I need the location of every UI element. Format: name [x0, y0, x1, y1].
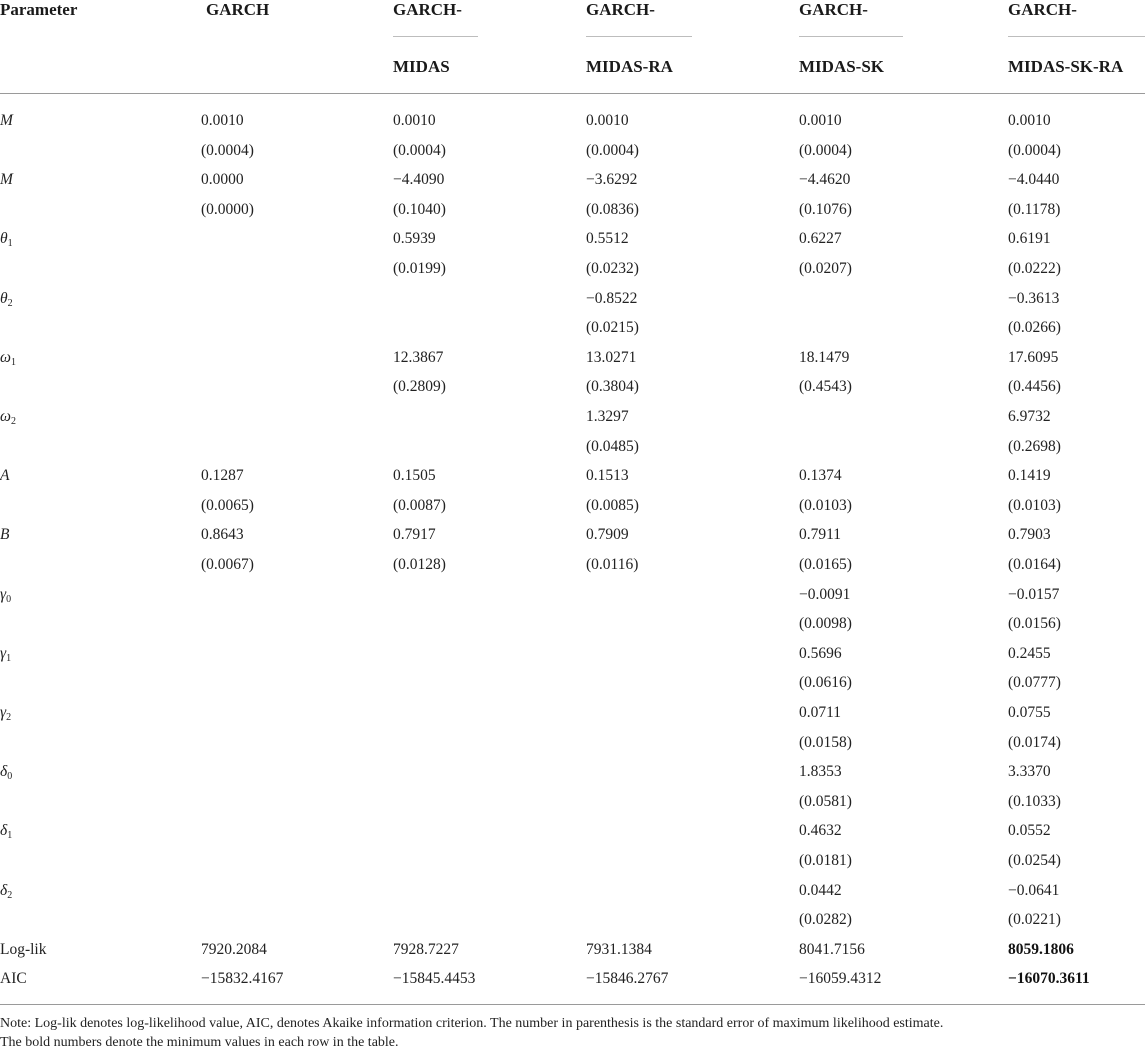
table-note	[0, 1014, 1145, 1052]
table-row	[0, 491, 1145, 521]
table-cell: 0.0010	[393, 112, 436, 129]
table-cell: 0.5696	[799, 644, 842, 662]
table-cell: (0.0065)	[201, 496, 254, 514]
table-cell: (0.0207)	[799, 260, 852, 277]
table-row	[0, 195, 1145, 225]
table-cell: (0.0165)	[799, 556, 852, 573]
table-cell: (0.1040)	[393, 200, 446, 218]
table-row	[0, 757, 1145, 787]
row-label-text: M	[0, 112, 13, 129]
table-cell: (0.0232)	[586, 260, 639, 277]
table-row	[0, 964, 1145, 994]
table-cell: (0.1033)	[1008, 792, 1061, 810]
row-label	[0, 698, 11, 728]
row-label-subscript: 2	[7, 297, 13, 309]
table-cell: 0.7903	[1008, 526, 1051, 544]
table-cell: −3.6292	[586, 171, 638, 189]
table-row	[0, 372, 1145, 402]
header-garch-midas-ra-line1: GARCH-	[586, 0, 655, 19]
table-cell: −4.0440	[1008, 171, 1060, 189]
table-row	[0, 254, 1145, 284]
table-cell: 0.5939	[393, 230, 436, 248]
table-cell: 0.1419	[1008, 467, 1051, 485]
table-cell: −16059.4312	[799, 970, 882, 988]
row-label	[0, 580, 11, 610]
header-garch-midas-sk-ra-line1: GARCH-	[1008, 0, 1077, 19]
table-cell: (0.0004)	[1008, 141, 1061, 159]
table-cell: (0.0215)	[586, 319, 639, 337]
table-cell: 0.0010	[799, 112, 842, 129]
row-label-subscript: 1	[7, 238, 13, 250]
table-cell: (0.0156)	[1008, 615, 1061, 633]
row-label-subscript: 1	[7, 830, 13, 842]
table-cell: 0.1505	[393, 467, 436, 485]
table-cell: (0.0004)	[201, 141, 254, 159]
table-cell: 0.0442	[799, 881, 842, 899]
table-row	[0, 609, 1145, 639]
row-label	[0, 106, 13, 136]
header-garch-midas-sk-line1: GARCH-	[799, 0, 868, 19]
table-cell: −0.8522	[586, 289, 638, 307]
header-garch-midas-line2: MIDAS	[393, 57, 450, 76]
row-label	[0, 520, 9, 550]
table-cell: −0.0641	[1008, 881, 1060, 899]
table-row	[0, 432, 1145, 462]
table-cell: 0.6191	[1008, 230, 1051, 248]
table-cell: (0.0103)	[799, 496, 852, 514]
header-garch-midas-ra-line2: MIDAS-RA	[586, 57, 673, 76]
table-row	[0, 787, 1145, 817]
row-label-text: ω	[0, 348, 11, 366]
table-cell: −0.0091	[799, 585, 851, 603]
row-label-text: M	[0, 171, 13, 189]
table-row	[0, 461, 1145, 491]
table-cell: 7920.2084	[201, 940, 267, 958]
table-row	[0, 639, 1145, 669]
table-cell: (0.0087)	[393, 496, 446, 514]
table-cell: −15832.4167	[201, 970, 284, 988]
row-label-text: δ	[0, 763, 8, 781]
table-cell: 0.1513	[586, 467, 629, 485]
row-label-subscript: 2	[7, 889, 13, 901]
table-cell: (0.2698)	[1008, 437, 1061, 455]
table-cell: 0.0010	[586, 112, 629, 129]
table-row	[0, 698, 1145, 728]
table-cell: (0.0128)	[393, 556, 446, 573]
table-cell: 13.0271	[586, 348, 637, 366]
table-cell: 7931.1384	[586, 940, 652, 958]
table-cell: (0.0004)	[393, 141, 446, 159]
note-line-1: Note: Log-lik denotes log-likelihood value, AIC, denotes Akaike information criterion. The number in parenthesis is the standard error of maximum likelihood estimate.	[0, 1016, 944, 1031]
row-label	[0, 165, 13, 195]
row-label-subscript: 2	[10, 416, 16, 427]
table-row	[0, 550, 1145, 580]
table-cell: 0.0010	[201, 112, 244, 129]
row-label-subscript: 2	[6, 712, 12, 723]
table-cell: 0.7917	[393, 526, 436, 544]
row-label-subscript: 0	[7, 771, 13, 783]
table-cell: (0.0222)	[1008, 260, 1061, 277]
table-row	[0, 668, 1145, 698]
header-garch-midas-sk-ra-line2: MIDAS-SK-RA	[1008, 57, 1124, 76]
table-cell: 0.2455	[1008, 644, 1051, 662]
table-row	[0, 905, 1145, 935]
row-label	[0, 284, 13, 314]
table-cell: 0.6227	[799, 230, 842, 248]
row-label-text: δ	[0, 881, 8, 899]
table-cell: (0.0103)	[1008, 496, 1061, 514]
table-cell: 0.0755	[1008, 704, 1051, 721]
row-label-text: Log-lik	[0, 940, 47, 958]
table-cell: 8041.7156	[799, 940, 865, 958]
table-row	[0, 520, 1145, 550]
table-cell: 17.6095	[1008, 348, 1059, 366]
header-garch-midas-line1: GARCH-	[393, 0, 462, 19]
row-label-subscript: 1	[10, 356, 16, 368]
table-row	[0, 580, 1145, 610]
row-label	[0, 224, 13, 254]
table-cell: (0.1076)	[799, 200, 852, 218]
row-label-text: B	[0, 526, 10, 544]
table-cell: 12.3867	[393, 348, 444, 366]
table-cell: (0.1178)	[1008, 200, 1061, 218]
row-label	[0, 639, 11, 669]
table-cell: (0.0266)	[1008, 319, 1061, 337]
header-garch: GARCH	[206, 0, 270, 19]
table-cell: 0.7911	[799, 526, 842, 544]
row-label-text: γ	[0, 644, 7, 662]
row-label-text: γ	[0, 704, 7, 721]
table-cell: −4.4620	[799, 171, 851, 189]
table-cell: 1.8353	[799, 763, 842, 781]
table-row	[0, 313, 1145, 343]
table-cell: (0.0181)	[799, 852, 852, 869]
header-garch-midas-sk-line2: MIDAS-SK	[799, 57, 885, 76]
row-label-text: θ	[0, 289, 8, 307]
table-cell: (0.4456)	[1008, 378, 1061, 396]
table-cell: (0.0164)	[1008, 556, 1061, 573]
row-label	[0, 757, 12, 787]
row-label-subscript: 1	[6, 652, 12, 664]
table-cell: (0.3804)	[586, 378, 639, 396]
row-label	[0, 935, 47, 965]
table-cell: (0.0067)	[201, 556, 254, 573]
table-cell: (0.0004)	[586, 141, 639, 159]
row-label-text: ω	[0, 408, 11, 425]
row-label	[0, 816, 12, 846]
table-row	[0, 224, 1145, 254]
header-underline	[393, 36, 478, 37]
row-label-text: γ	[0, 585, 7, 603]
table-cell: 0.8643	[201, 526, 244, 544]
table-cell: −15846.2767	[586, 970, 669, 988]
table-cell: (0.0174)	[1008, 733, 1061, 751]
table-cell: (0.0000)	[201, 200, 254, 218]
row-label-text: θ	[0, 230, 8, 248]
table-cell: (0.0085)	[586, 496, 639, 514]
table-row	[0, 284, 1145, 314]
row-label-text: δ	[0, 822, 8, 840]
table-row	[0, 935, 1145, 965]
table-cell: 0.0711	[799, 704, 842, 721]
row-label	[0, 876, 12, 906]
table-cell: (0.0282)	[799, 911, 852, 929]
table-cell: (0.0221)	[1008, 911, 1061, 929]
table-cell: 0.1374	[799, 467, 842, 485]
table-cell: 1.3297	[586, 408, 629, 425]
table-cell: (0.2809)	[393, 378, 446, 396]
table-cell: 0.7909	[586, 526, 629, 544]
table-row	[0, 136, 1145, 166]
table-cell: (0.0158)	[799, 733, 852, 751]
table-cell: 0.0010	[1008, 112, 1051, 129]
table-row	[0, 728, 1145, 758]
row-label	[0, 461, 9, 491]
row-label	[0, 964, 27, 994]
header-underline	[586, 36, 692, 37]
row-label-text: AIC	[0, 970, 27, 988]
table-cell: (0.0485)	[586, 437, 639, 455]
table-cell: 6.9732	[1008, 408, 1051, 425]
table-header	[0, 0, 1145, 94]
table-cell: 0.4632	[799, 822, 842, 840]
table-cell: 0.1287	[201, 467, 244, 485]
header-parameter: Parameter	[0, 0, 78, 19]
table-row	[0, 106, 1145, 136]
table-cell: (0.0836)	[586, 200, 639, 218]
row-label-text: A	[0, 467, 10, 485]
table-row	[0, 816, 1145, 846]
table-cell: 3.3370	[1008, 763, 1051, 781]
table-cell: 0.0000	[201, 171, 244, 189]
table-cell: −4.4090	[393, 171, 445, 189]
table-cell: (0.0004)	[799, 141, 852, 159]
table-cell: (0.0199)	[393, 260, 446, 277]
table-cell: −16070.3611	[1008, 970, 1090, 988]
table-bottom-rule	[0, 1004, 1145, 1005]
table-cell: 8059.1806	[1008, 940, 1074, 958]
row-label	[0, 402, 16, 432]
note-line-2: The bold numbers denote the minimum values in each row in the table.	[0, 1035, 399, 1050]
table-cell: −0.3613	[1008, 289, 1060, 307]
row-label	[0, 343, 16, 373]
table-cell: −0.0157	[1008, 585, 1060, 603]
table-cell: (0.4543)	[799, 378, 852, 396]
table-cell: −15845.4453	[393, 970, 476, 988]
table-row	[0, 846, 1145, 876]
table-cell: 18.1479	[799, 348, 850, 366]
table-row	[0, 876, 1145, 906]
table-cell: (0.0098)	[799, 615, 852, 633]
table-cell: (0.0777)	[1008, 674, 1061, 692]
table-cell: 0.0552	[1008, 822, 1051, 840]
table-cell: (0.0254)	[1008, 852, 1061, 869]
table-cell: (0.0616)	[799, 674, 852, 692]
table-cell: 0.5512	[586, 230, 629, 248]
header-underline	[1008, 36, 1145, 37]
row-label-subscript: 0	[6, 593, 12, 605]
header-underline	[799, 36, 903, 37]
table-cell: (0.0581)	[799, 792, 852, 810]
table-cell: (0.0116)	[586, 556, 639, 573]
table-row	[0, 343, 1145, 373]
table-top-rule	[0, 93, 1145, 94]
table-cell: 7928.7227	[393, 940, 459, 958]
table-row	[0, 165, 1145, 195]
table-row	[0, 402, 1145, 432]
